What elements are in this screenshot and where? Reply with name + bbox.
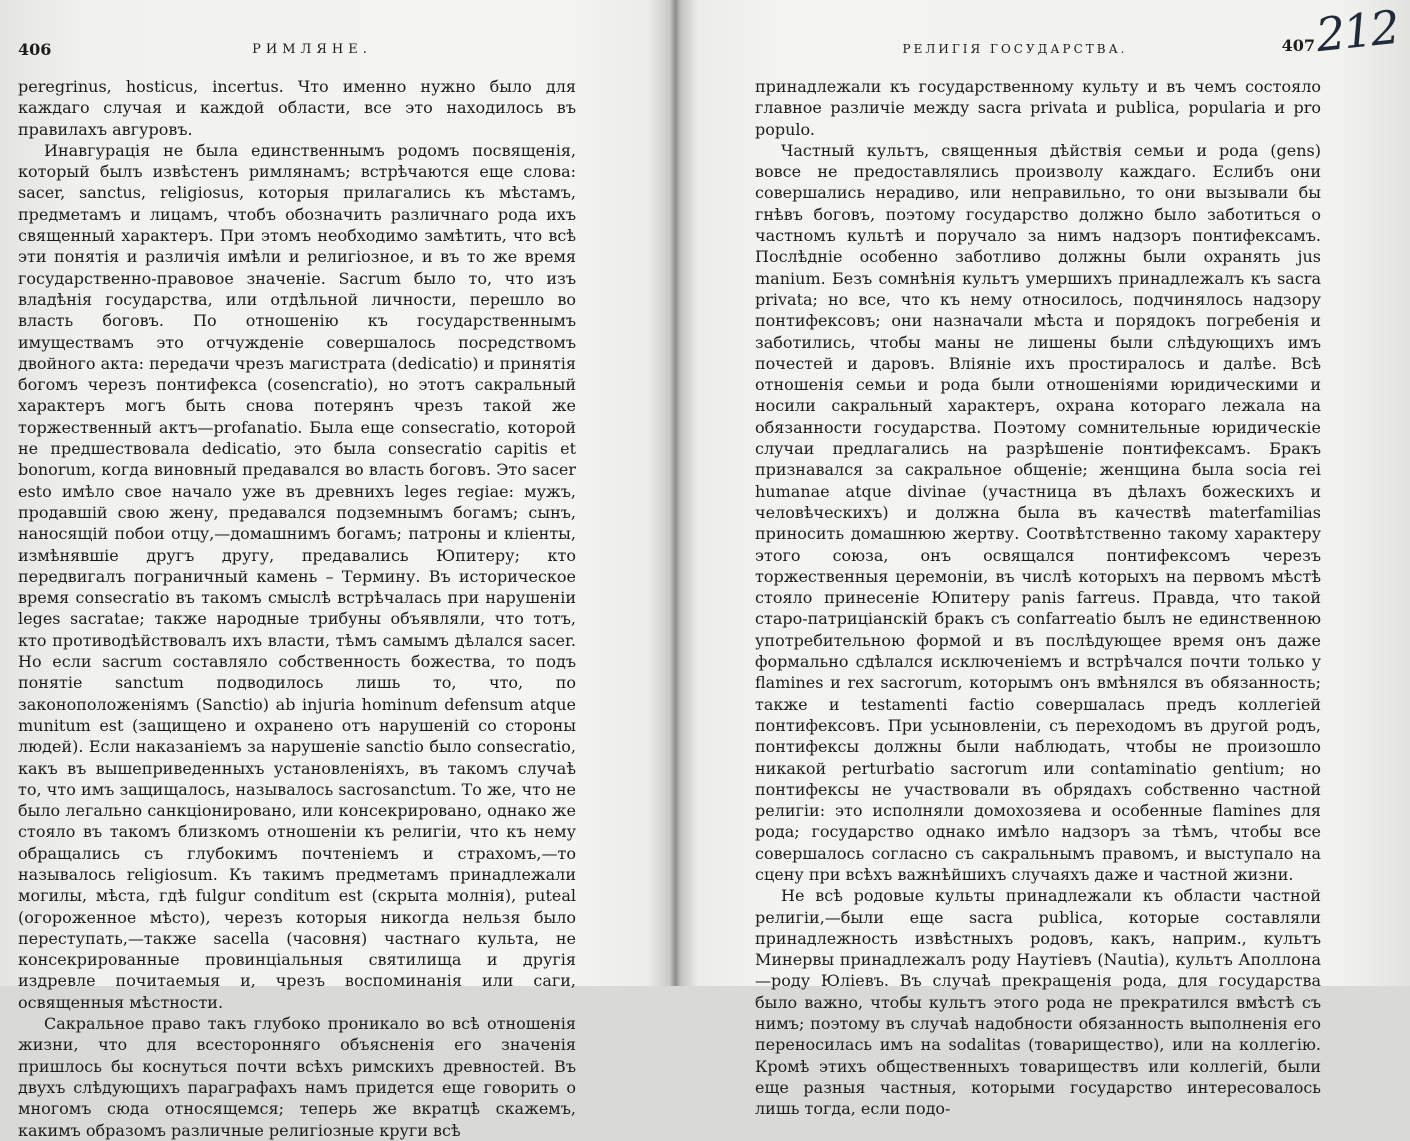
paragraph: Частный культъ, священныя дѣйствія семьи и рода (gens) вовсе не предоставлялись произволу каждаго. Еслибъ они совершались нерадиво, или неправильно, то они вызывали бы гнѣвъ боговъ, поэтому государство должно было заботиться о частномъ культѣ и поручало за нимъ надзоръ понтифексамъ. Послѣдніе особенно заботливо должны были охранять jus manium. Безъ сомнѣнія культъ умершихъ принадлежалъ къ sacra privata; но все, что къ нему относилось, подчинялось надзору понтифексовъ; они назначали мѣста и порядокъ погребенія и заботились, чтобы маны не лишены были слѣдующихъ имъ почестей и даровъ. Вліяніе ихъ простиралось и далѣе. Всѣ отношенія семьи и рода были отношеніями юридическими и носили сакральный характеръ, охрана котораго лежала на обязанности государства. Поэтому сомнительные юридическіе случаи предлагались на разрѣшеніе понтифексамъ. Бракъ признавался за сакральное общеніе; женщина была socia rei humanae atque divinae (участница въ дѣлахъ божескихъ и человѣческихъ) и должна была въ качествѣ materfamilias приносить домашнюю жертву. Соотвѣтственно такому характеру этого союза, онъ освящался понтифексомъ черезъ торжественныя церемоніи, въ числѣ которыхъ на первомъ мѣстѣ стояло принесеніе Юпитеру panis farreus. Правда, что такой старо-патриціанскій бракъ съ confarreatio былъ не единственною употребительною формой и въ послѣдующее время онъ даже формально сдѣлался исключеніемъ и встрѣчался почти только у flamines и rex sacrorum, которымъ онъ вмѣнялся въ обязанность; также и testamenti factio совершалась предъ коллегіей понтифексовъ. При усыновленіи, съ переходомъ въ другой родъ, понтифексы должны были наблюдать, чтобы не произошло никакой perturbatio sacrorum или contaminatio gentium; но понтифексы не участвовали въ обрядахъ собственно частной религіи: это исполняли домохозяева и особенные flamines для рода; государство однако имѣло надзоръ за тѣмъ, чтобы все совершалось согласно съ сакральнымъ правомъ, и выступало на сцену при всѣхъ важнѣйшихъ случаяхъ даже и частной жизни. (755, 140, 1321, 884)
left-running-head (12, 40, 582, 70)
right-page (745, 0, 1325, 1119)
right-body-text (755, 76, 1321, 1120)
right-running-head (745, 36, 1325, 70)
left-running-title: РИМЛЯНЕ. (252, 42, 372, 57)
left-page (12, 0, 582, 1140)
paragraph: Не всѣ родовые культы принадлежали къ области частной религіи,—были еще sacra publica, которые составляли принадлежность извѣстныхъ родовъ, какъ, наприм., культъ Минервы принадлежалъ роду Наутіевъ (Nautia), культъ Аполлона—роду Юліевъ. Въ случаѣ прекращенія рода, для государства было важно, чтобы культъ этого рода не прекратился вмѣстѣ съ нимъ; поэтому въ случаѣ надобности обязанность выполненія его переносилась имъ на sodalitas (товарищество), или на коллегію. Кромѣ этихъ общественныхъ товариществъ или коллегій, были еще разныя частныя, которыми государство интересовалось лишь тогда, если подо- (755, 886, 1321, 1119)
left-body-text (18, 76, 576, 1141)
paragraph: Инавгурація не была единственнымъ родомъ посвященія, который былъ извѣстенъ римлянамъ; встрѣчаются еще слова: sacer, sanctus, religiosus, которыя прилагались къ мѣстамъ, предметамъ и лицамъ, чтобъ обозначить различнаго рода ихъ священный характеръ. При этомъ необходимо замѣтить, что всѣ эти понятія и различія имѣли и религіозное, и въ то же время государственно-правовое значеніе. Sacrum было то, что изъ владѣнія государства, или отдѣльной личности, перешло во власть боговъ. По отношенію къ государственнымъ имуществамъ это отчужденіе совершалось посредствомъ двойного акта: передачи чрезъ магистрата (dedicatio) и принятія богомъ черезъ понтифекса (cosencratio), но этотъ сакральный характеръ могъ быть снова потерянъ чрезъ такой же торжественный актъ—profanatio. Была еще consecratio, которой не предшествовала dedicatio, это была consecratio capitis et bonorum, когда виновный предавался во власть боговъ. Это sacer esto имѣло свое начало уже въ древнихъ leges regiae: мужъ, продавшій свою жену, предавался подземнымъ богамъ; сынъ, наносящій побои отцу,—домашнимъ богамъ; патроны и кліенты, измѣнявшіе другъ другу, предавались Юпитеру; кто передвигалъ пограничный камень – Термину. Въ историческое время consecratio въ такомъ смыслѣ встрѣчалась при нарушеніи leges sacratae; также народные трибуны объявляли, что тотъ, кто противодѣйствовалъ ихъ власти, тѣмъ самымъ дѣлался sacer. Но если sacrum составляло собственность божества, то подъ понятіе sanctum подводилось лишь то, что, по законоположеніямъ (Sanctio) ab injuria hominum defensum atque munitum est (защищено и охранено отъ нарушеній со стороны людей). Если наказаніемъ за нарушеніе sanctio было consecratio, какъ въ вышеприведенныхъ установленіяхъ, въ такомъ случаѣ то, что имъ защищалось, называлось sacrosanctum. То же, что не было легально санкціонировано, или консекрировано, однако же стояло въ такомъ близкомъ отношеніи къ религіи, что къ нему обращались съ глубокимъ почтеніемъ и страхомъ,—то называлось religiosum. Къ такимъ предметамъ принадлежали могилы, мѣста, гдѣ fulgur conditum est (скрыта молнія), puteal (огороженное мѣсто), черезъ которыя никогда нельзя было переступать,—также sacella (часовня) частнаго культа, не консекрированные провинціальныя святилища и другія издревле почитаемыя и, чрезъ воспоминанія или саги, освященныя мѣстности. (18, 140, 576, 1012)
paragraph: Сакральное право такъ глубоко проникало во всѣ отношенія жизни, что для всесторонняго объясненія его значенія пришлось бы коснуться почти всѣхъ римскихъ древностей. Въ двухъ слѣдующихъ параграфахъ намъ придется еще говорить о многомъ сюда относящемся; теперь же вкратцѣ скажемъ, какимъ образомъ различные религіозные круги всѣ (18, 1014, 576, 1140)
right-running-title: РЕЛИГІЯ ГОСУДАРСТВА. (902, 42, 1128, 56)
right-page-number: 407 (1281, 36, 1315, 55)
handwritten-page-mark: 212 (1313, 0, 1401, 63)
paragraph: peregrinus, hosticus, incertus. Что именно нужно было для каждаго случая и каждой области, все это находилось въ правилахъ авгуровъ. (18, 77, 576, 139)
paragraph: принадлежали къ государственному культу и въ чемъ состояло главное различіе между sacra privata и publica, popularia и pro populo. (755, 77, 1321, 139)
left-page-number: 406 (18, 40, 52, 59)
